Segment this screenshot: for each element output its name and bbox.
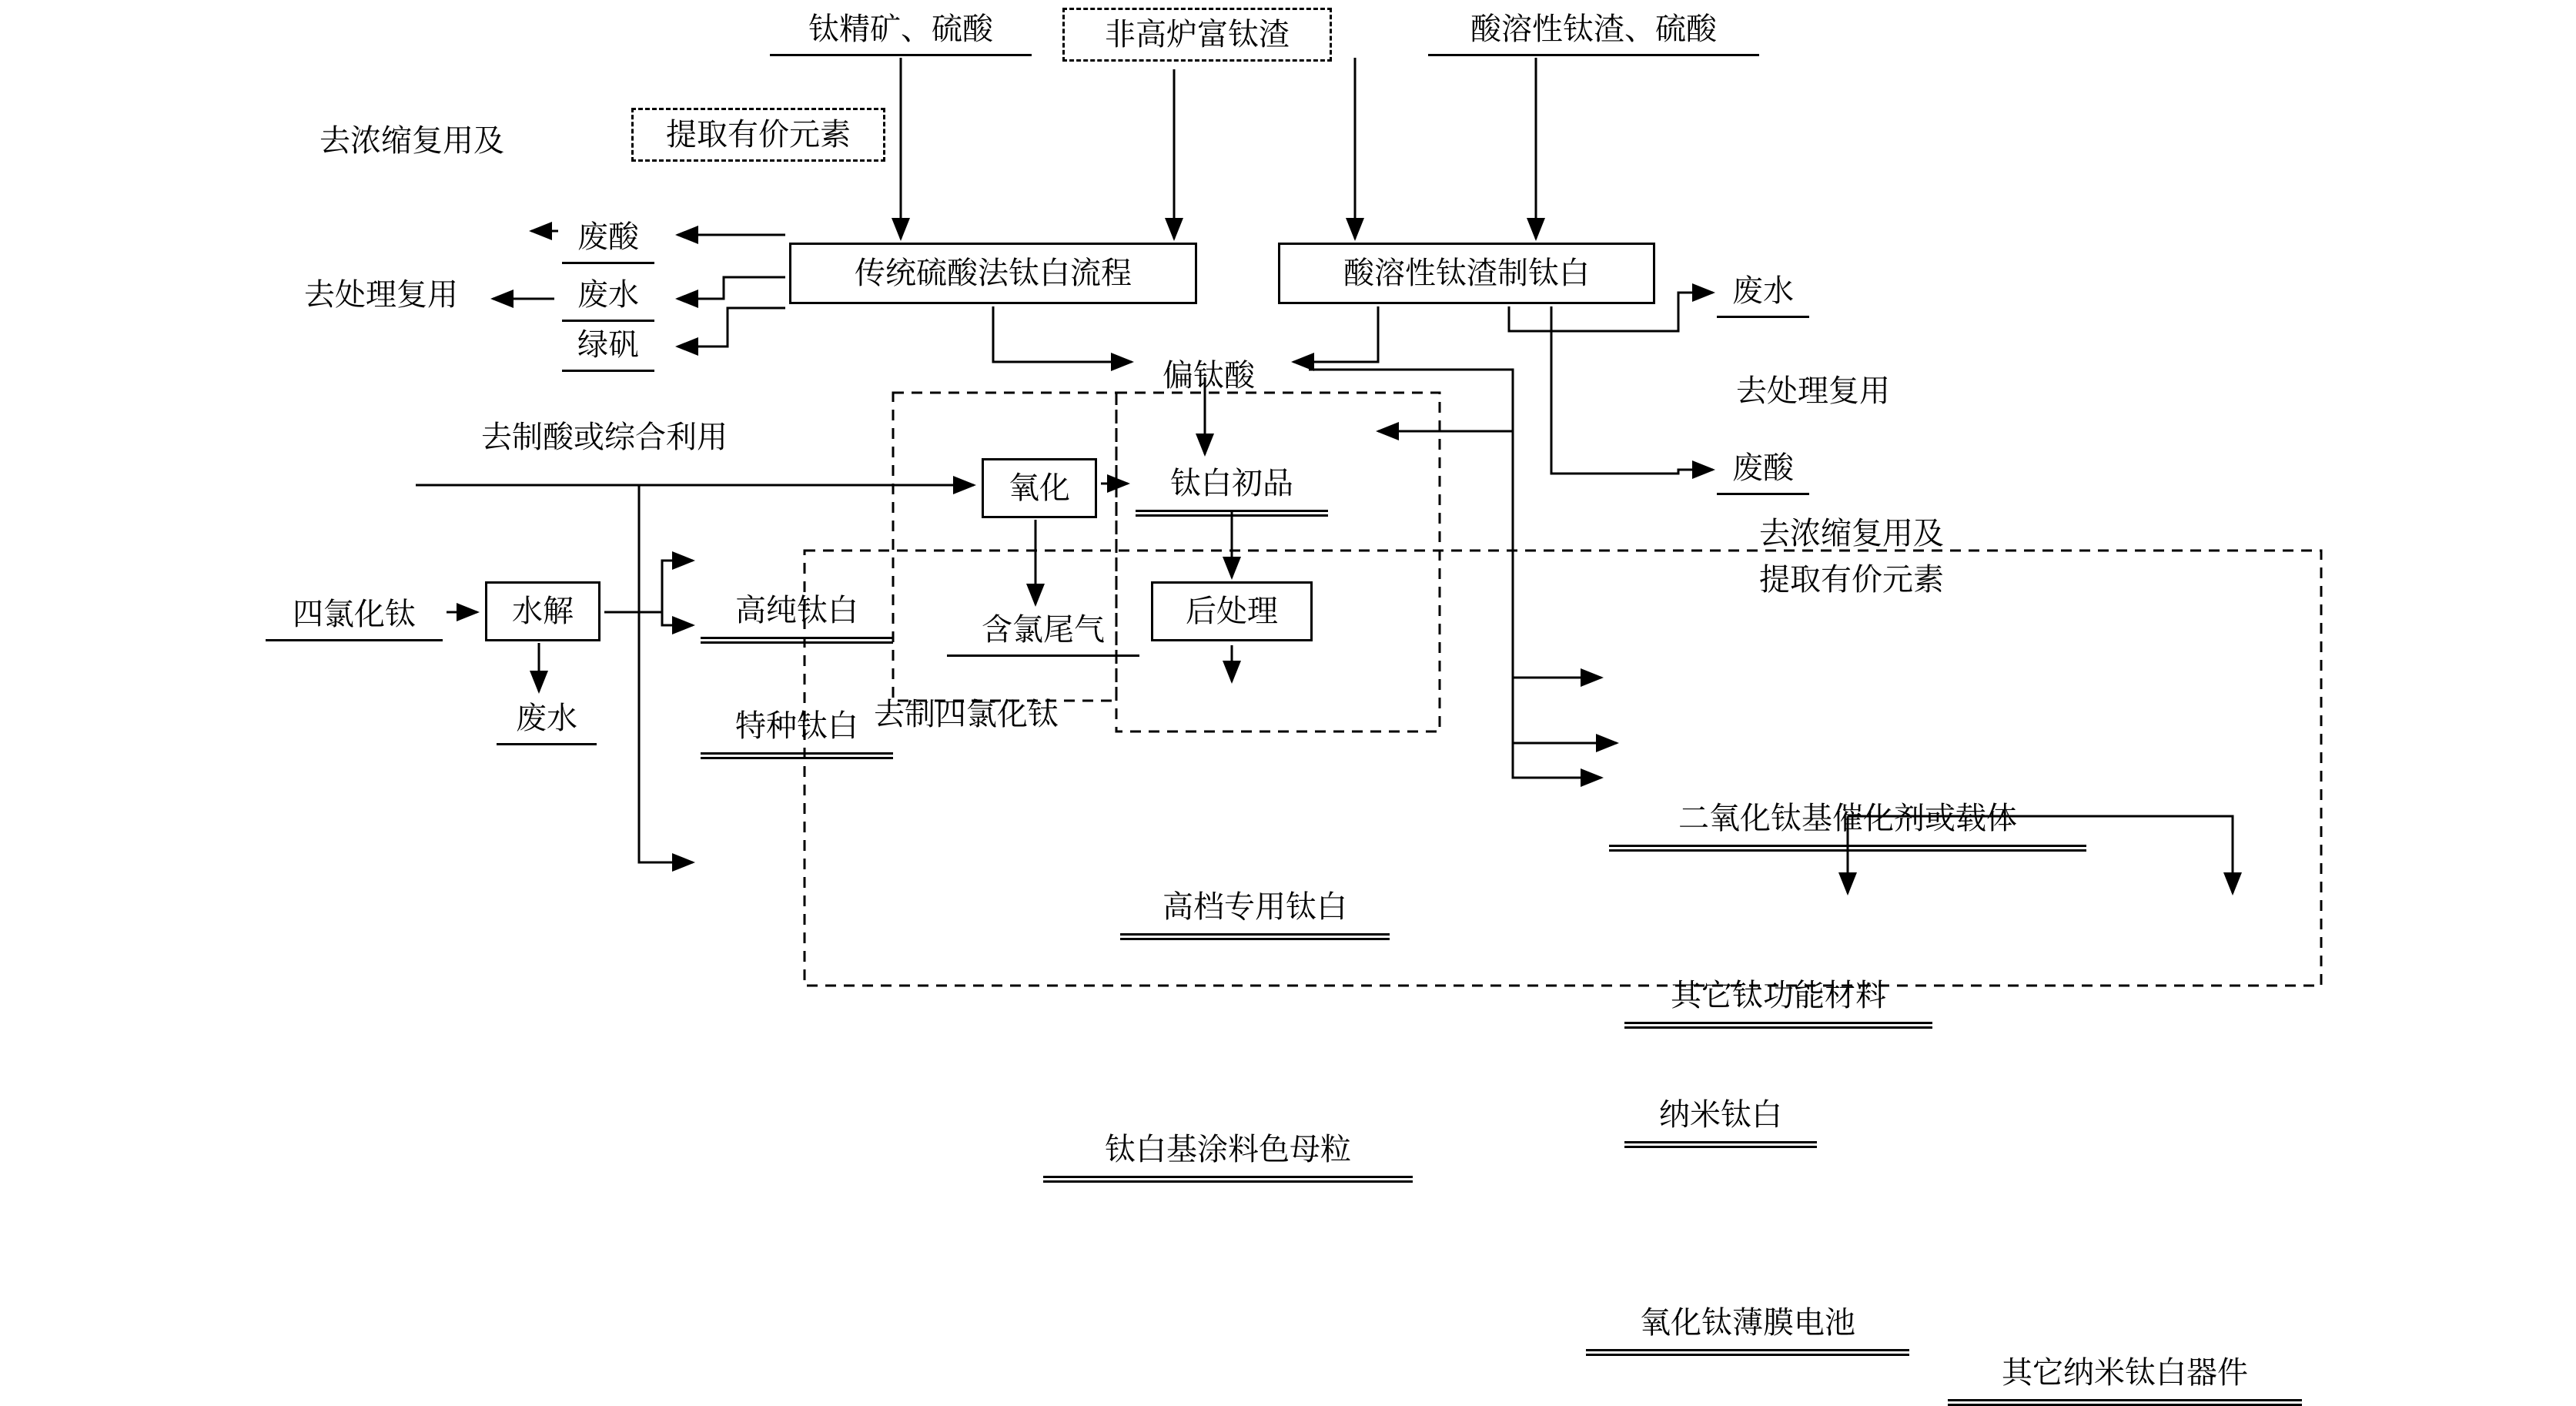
- node-treat-reuse-2: 去处理复用: [1736, 373, 1890, 409]
- node-nano-titanium-dioxide: 纳米钛白: [1624, 1093, 1817, 1143]
- node-to-ticl4-production: 去制四氯化钛: [874, 697, 1059, 732]
- node-other-titanium-functional-materials: 其它钛功能材料: [1624, 974, 1932, 1024]
- node-chlorine-tail-gas: 含氯尾气: [947, 608, 1139, 657]
- node-waste-water-3: 废水: [497, 697, 597, 745]
- node-non-blast-furnace-slag: 非高炉富钛渣: [1062, 8, 1332, 62]
- node-raw-ilmenite: 钛精矿、硫酸: [770, 8, 1032, 56]
- node-metatitanic-acid: 偏钛酸: [1163, 358, 1255, 393]
- node-waste-water-2: 废水: [1717, 269, 1809, 318]
- node-post-treatment: 后处理: [1151, 581, 1313, 641]
- node-crude-titanium-dioxide: 钛白初品: [1136, 462, 1328, 512]
- node-tio2-catalyst-or-carrier: 二氧化钛基催化剂或载体: [1609, 797, 2086, 847]
- node-titanium-tetrachloride: 四氯化钛: [266, 593, 443, 641]
- node-concentrate-reuse-2: 去浓缩复用及: [1759, 516, 1944, 551]
- node-extract-valuable-elements-2: 提取有价元素: [1759, 562, 1944, 598]
- node-premium-special-titanium-dioxide: 高档专用钛白: [1120, 885, 1390, 936]
- node-traditional-sulfate-process: 传统硫酸法钛白流程: [789, 243, 1197, 304]
- node-extract-valuable-elements-1: 提取有价元素: [631, 108, 885, 162]
- node-high-purity-titanium-dioxide: 高纯钛白: [701, 589, 893, 639]
- node-hydrolysis: 水解: [485, 581, 601, 641]
- node-acid-making-or-utilization: 去制酸或综合利用: [481, 420, 728, 455]
- node-treat-reuse-1: 去处理复用: [304, 277, 458, 313]
- node-other-nano-titanium-devices: 其它纳米钛白器件: [1948, 1351, 2302, 1401]
- node-waste-acid-2: 废酸: [1717, 447, 1809, 495]
- node-waste-acid-1: 废酸: [562, 216, 654, 264]
- node-titanium-based-coating-masterbatch: 钛白基涂料色母粒: [1043, 1128, 1413, 1178]
- node-acid-soluble-slag-process: 酸溶性钛渣制钛白: [1278, 243, 1655, 304]
- node-specialty-titanium-dioxide: 特种钛白: [701, 705, 893, 755]
- node-oxidation: 氧化: [982, 458, 1097, 518]
- node-tio2-thin-film-cell: 氧化钛薄膜电池: [1586, 1301, 1909, 1351]
- node-copperas: 绿矾: [562, 323, 654, 372]
- node-acid-soluble-slag-input: 酸溶性钛渣、硫酸: [1428, 8, 1759, 56]
- node-concentrate-reuse-1: 去浓缩复用及: [319, 123, 504, 159]
- node-waste-water-1: 废水: [562, 273, 654, 322]
